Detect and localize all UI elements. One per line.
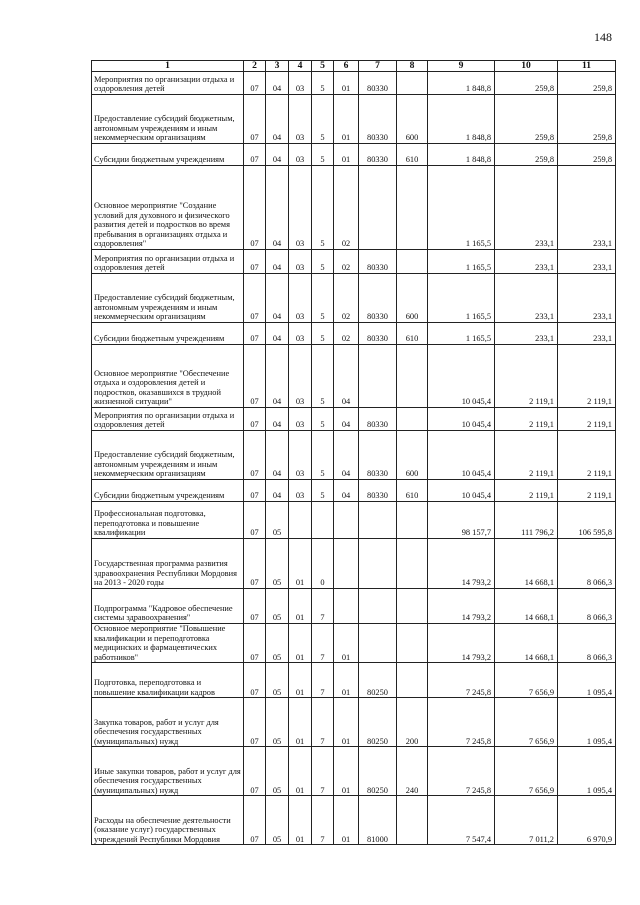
row-name: Мероприятия по организации отдыха и оздоровления детей (92, 408, 244, 431)
cell-c2: 07 (244, 95, 266, 144)
cell-c5: 7 (312, 589, 334, 624)
row-name: Основное мероприятие "Создание условий для духовного и физического развития детей и подростков во время пребывания в организациях отдыха и оздоровления" (92, 166, 244, 250)
table-row (92, 796, 616, 845)
cell-c5: 5 (312, 345, 334, 408)
cell-c6: 01 (334, 698, 359, 747)
table-row (92, 480, 616, 502)
cell-c2: 07 (244, 250, 266, 274)
cell-c9: 7 245,8 (428, 747, 495, 796)
table-row (92, 166, 616, 250)
cell-c10: 7 656,9 (495, 663, 558, 698)
col-header: 8 (397, 61, 428, 72)
cell-c11: 233,1 (558, 166, 616, 250)
cell-c10: 2 119,1 (495, 345, 558, 408)
row-name: Субсидии бюджетным учреждениям (92, 480, 244, 502)
row-name: Предоставление субсидий бюджетным, автономным учреждениям и иным некоммерческим организациям (92, 95, 244, 144)
cell-c5: 5 (312, 72, 334, 95)
cell-c2: 07 (244, 796, 266, 845)
cell-c9: 1 165,5 (428, 166, 495, 250)
table-row (92, 250, 616, 274)
cell-c3: 05 (266, 589, 289, 624)
cell-c4: 01 (289, 539, 312, 589)
cell-c2: 07 (244, 166, 266, 250)
budget-table (91, 60, 616, 845)
cell-c5: 5 (312, 408, 334, 431)
cell-c10: 2 119,1 (495, 431, 558, 480)
cell-c7: 80330 (359, 408, 397, 431)
cell-c4 (289, 502, 312, 539)
cell-c10: 14 668,1 (495, 589, 558, 624)
cell-c8: 600 (397, 431, 428, 480)
row-name: Закупка товаров, работ и услуг для обеспечения государственных (муниципальных) нужд (92, 698, 244, 747)
cell-c2: 07 (244, 408, 266, 431)
cell-c6 (334, 589, 359, 624)
cell-c7 (359, 166, 397, 250)
cell-c5: 5 (312, 166, 334, 250)
cell-c3: 05 (266, 747, 289, 796)
cell-c7 (359, 539, 397, 589)
cell-c5: 5 (312, 274, 334, 323)
row-name: Мероприятия по организации отдыха и оздоровления детей (92, 250, 244, 274)
cell-c11: 8 066,3 (558, 589, 616, 624)
cell-c4: 01 (289, 663, 312, 698)
cell-c5: 7 (312, 747, 334, 796)
cell-c2: 07 (244, 431, 266, 480)
cell-c9: 10 045,4 (428, 431, 495, 480)
col-header: 3 (266, 61, 289, 72)
cell-c3: 05 (266, 796, 289, 845)
cell-c8: 240 (397, 747, 428, 796)
cell-c8 (397, 624, 428, 663)
cell-c8 (397, 166, 428, 250)
cell-c3: 04 (266, 72, 289, 95)
cell-c11: 233,1 (558, 250, 616, 274)
cell-c5: 7 (312, 796, 334, 845)
header-row (92, 61, 616, 72)
cell-c5: 5 (312, 431, 334, 480)
cell-c9: 7 245,8 (428, 663, 495, 698)
cell-c6: 04 (334, 480, 359, 502)
table-row (92, 698, 616, 747)
table-row (92, 502, 616, 539)
cell-c7 (359, 502, 397, 539)
cell-c4: 03 (289, 323, 312, 345)
cell-c3: 04 (266, 250, 289, 274)
cell-c6: 04 (334, 408, 359, 431)
cell-c7: 80250 (359, 698, 397, 747)
cell-c9: 98 157,7 (428, 502, 495, 539)
col-header: 9 (428, 61, 495, 72)
cell-c3: 04 (266, 166, 289, 250)
cell-c4: 03 (289, 250, 312, 274)
cell-c5 (312, 502, 334, 539)
cell-c11: 233,1 (558, 274, 616, 323)
cell-c9: 10 045,4 (428, 345, 495, 408)
cell-c10: 259,8 (495, 144, 558, 166)
cell-c5: 5 (312, 144, 334, 166)
cell-c7: 80330 (359, 144, 397, 166)
cell-c7: 80330 (359, 480, 397, 502)
cell-c5: 5 (312, 323, 334, 345)
cell-c3: 05 (266, 624, 289, 663)
table-row (92, 431, 616, 480)
cell-c11: 8 066,3 (558, 624, 616, 663)
cell-c7: 80330 (359, 323, 397, 345)
table-row (92, 323, 616, 345)
cell-c5: 5 (312, 250, 334, 274)
row-name: Подготовка, переподготовка и повышение квалификации кадров (92, 663, 244, 698)
cell-c11: 2 119,1 (558, 345, 616, 408)
cell-c4: 03 (289, 166, 312, 250)
table-row (92, 274, 616, 323)
cell-c7 (359, 345, 397, 408)
cell-c2: 07 (244, 589, 266, 624)
cell-c4: 03 (289, 274, 312, 323)
cell-c3: 04 (266, 345, 289, 408)
cell-c10: 14 668,1 (495, 539, 558, 589)
cell-c4: 03 (289, 345, 312, 408)
cell-c2: 07 (244, 274, 266, 323)
cell-c2: 07 (244, 663, 266, 698)
cell-c9: 1 165,5 (428, 250, 495, 274)
row-name: Субсидии бюджетным учреждениям (92, 144, 244, 166)
cell-c4: 03 (289, 431, 312, 480)
cell-c9: 14 793,2 (428, 539, 495, 589)
cell-c6: 01 (334, 624, 359, 663)
cell-c11: 259,8 (558, 72, 616, 95)
cell-c7 (359, 589, 397, 624)
col-header: 6 (334, 61, 359, 72)
cell-c6: 04 (334, 431, 359, 480)
cell-c3: 05 (266, 539, 289, 589)
cell-c8 (397, 72, 428, 95)
cell-c10: 111 796,2 (495, 502, 558, 539)
cell-c10: 233,1 (495, 274, 558, 323)
cell-c3: 05 (266, 502, 289, 539)
cell-c11: 106 595,8 (558, 502, 616, 539)
cell-c11: 2 119,1 (558, 431, 616, 480)
cell-c4: 01 (289, 589, 312, 624)
cell-c9: 1 165,5 (428, 274, 495, 323)
cell-c10: 7 656,9 (495, 747, 558, 796)
cell-c9: 7 245,8 (428, 698, 495, 747)
cell-c8: 600 (397, 95, 428, 144)
cell-c10: 7 011,2 (495, 796, 558, 845)
cell-c6 (334, 502, 359, 539)
cell-c11: 259,8 (558, 95, 616, 144)
row-name: Субсидии бюджетным учреждениям (92, 323, 244, 345)
cell-c7: 80250 (359, 663, 397, 698)
cell-c9: 10 045,4 (428, 480, 495, 502)
cell-c9: 1 848,8 (428, 144, 495, 166)
cell-c2: 07 (244, 72, 266, 95)
cell-c4: 03 (289, 72, 312, 95)
table-row (92, 72, 616, 95)
cell-c4: 03 (289, 480, 312, 502)
cell-c2: 07 (244, 480, 266, 502)
cell-c3: 05 (266, 698, 289, 747)
row-name: Иные закупки товаров, работ и услуг для обеспечения государственных (муниципальных) нужд (92, 747, 244, 796)
cell-c4: 01 (289, 698, 312, 747)
cell-c3: 04 (266, 480, 289, 502)
row-name: Профессиональная подготовка, переподготовка и повышение квалификации (92, 502, 244, 539)
cell-c5: 7 (312, 624, 334, 663)
cell-c8: 600 (397, 274, 428, 323)
cell-c6: 02 (334, 166, 359, 250)
cell-c6: 01 (334, 144, 359, 166)
cell-c3: 04 (266, 323, 289, 345)
cell-c2: 07 (244, 144, 266, 166)
cell-c4: 01 (289, 796, 312, 845)
cell-c7: 80330 (359, 250, 397, 274)
cell-c11: 2 119,1 (558, 408, 616, 431)
cell-c10: 2 119,1 (495, 408, 558, 431)
cell-c9: 1 848,8 (428, 95, 495, 144)
cell-c8 (397, 345, 428, 408)
cell-c3: 04 (266, 274, 289, 323)
cell-c6: 02 (334, 274, 359, 323)
cell-c10: 259,8 (495, 72, 558, 95)
cell-c8 (397, 663, 428, 698)
table-row (92, 95, 616, 144)
page-number: 148 (594, 30, 612, 44)
cell-c11: 8 066,3 (558, 539, 616, 589)
row-name: Мероприятия по организации отдыха и оздоровления детей (92, 72, 244, 95)
cell-c3: 04 (266, 95, 289, 144)
cell-c11: 1 095,4 (558, 747, 616, 796)
col-header: 1 (92, 61, 244, 72)
cell-c9: 14 793,2 (428, 624, 495, 663)
table-row (92, 408, 616, 431)
cell-c5: 7 (312, 663, 334, 698)
row-name: Основное мероприятие "Обеспечение отдыха и оздоровления детей и подростков, оказавшихся в трудной жизненной ситуации" (92, 345, 244, 408)
cell-c7 (359, 624, 397, 663)
cell-c9: 10 045,4 (428, 408, 495, 431)
cell-c11: 259,8 (558, 144, 616, 166)
cell-c8 (397, 502, 428, 539)
cell-c10: 7 656,9 (495, 698, 558, 747)
cell-c8 (397, 589, 428, 624)
table-row (92, 144, 616, 166)
col-header: 5 (312, 61, 334, 72)
cell-c6 (334, 539, 359, 589)
cell-c6: 04 (334, 345, 359, 408)
cell-c4: 01 (289, 624, 312, 663)
cell-c9: 14 793,2 (428, 589, 495, 624)
cell-c8: 200 (397, 698, 428, 747)
cell-c8 (397, 250, 428, 274)
table-row (92, 345, 616, 408)
cell-c7: 80330 (359, 431, 397, 480)
cell-c10: 233,1 (495, 250, 558, 274)
cell-c7: 81000 (359, 796, 397, 845)
cell-c8 (397, 539, 428, 589)
cell-c11: 1 095,4 (558, 698, 616, 747)
cell-c2: 07 (244, 539, 266, 589)
cell-c6: 01 (334, 796, 359, 845)
cell-c11: 1 095,4 (558, 663, 616, 698)
cell-c3: 04 (266, 408, 289, 431)
table-row (92, 589, 616, 624)
cell-c3: 04 (266, 144, 289, 166)
cell-c10: 2 119,1 (495, 480, 558, 502)
cell-c11: 6 970,9 (558, 796, 616, 845)
row-name: Расходы на обеспечение деятельности (оказание услуг) государственных учреждений Республики Мордовия (92, 796, 244, 845)
cell-c7: 80330 (359, 95, 397, 144)
table-row (92, 663, 616, 698)
cell-c8: 610 (397, 144, 428, 166)
cell-c6: 01 (334, 663, 359, 698)
cell-c8 (397, 796, 428, 845)
cell-c6: 01 (334, 95, 359, 144)
col-header: 4 (289, 61, 312, 72)
cell-c2: 07 (244, 747, 266, 796)
cell-c8: 610 (397, 480, 428, 502)
row-name: Основное мероприятие "Повышение квалификации и переподготовка медицинских и фармацевтических работников" (92, 624, 244, 663)
cell-c2: 07 (244, 323, 266, 345)
cell-c7: 80250 (359, 747, 397, 796)
table-row (92, 747, 616, 796)
cell-c9: 1 848,8 (428, 72, 495, 95)
cell-c10: 233,1 (495, 166, 558, 250)
cell-c2: 07 (244, 502, 266, 539)
cell-c10: 14 668,1 (495, 624, 558, 663)
table-row (92, 539, 616, 589)
cell-c4: 01 (289, 747, 312, 796)
cell-c3: 04 (266, 431, 289, 480)
cell-c5: 5 (312, 480, 334, 502)
cell-c11: 233,1 (558, 323, 616, 345)
cell-c11: 2 119,1 (558, 480, 616, 502)
cell-c6: 02 (334, 250, 359, 274)
cell-c10: 233,1 (495, 323, 558, 345)
cell-c5: 7 (312, 698, 334, 747)
cell-c6: 01 (334, 747, 359, 796)
cell-c9: 7 547,4 (428, 796, 495, 845)
cell-c8 (397, 408, 428, 431)
table-row (92, 624, 616, 663)
col-header: 11 (558, 61, 616, 72)
cell-c10: 259,8 (495, 95, 558, 144)
col-header: 7 (359, 61, 397, 72)
cell-c4: 03 (289, 408, 312, 431)
cell-c3: 05 (266, 663, 289, 698)
row-name: Государственная программа развития здравоохранения Республики Мордовия на 2013 - 2020 годы (92, 539, 244, 589)
cell-c2: 07 (244, 345, 266, 408)
cell-c9: 1 165,5 (428, 323, 495, 345)
row-name: Предоставление субсидий бюджетным, автономным учреждениям и иным некоммерческим организациям (92, 274, 244, 323)
row-name: Предоставление субсидий бюджетным, автономным учреждениям и иным некоммерческим организациям (92, 431, 244, 480)
cell-c4: 03 (289, 95, 312, 144)
cell-c5: 5 (312, 95, 334, 144)
col-header: 10 (495, 61, 558, 72)
cell-c2: 07 (244, 698, 266, 747)
row-name: Подпрограмма "Кадровое обеспечение системы здравоохранения" (92, 589, 244, 624)
table-body (92, 72, 616, 845)
cell-c2: 07 (244, 624, 266, 663)
cell-c4: 03 (289, 144, 312, 166)
cell-c5: 0 (312, 539, 334, 589)
cell-c7: 80330 (359, 72, 397, 95)
cell-c8: 610 (397, 323, 428, 345)
cell-c6: 01 (334, 72, 359, 95)
cell-c7: 80330 (359, 274, 397, 323)
col-header: 2 (244, 61, 266, 72)
cell-c6: 02 (334, 323, 359, 345)
